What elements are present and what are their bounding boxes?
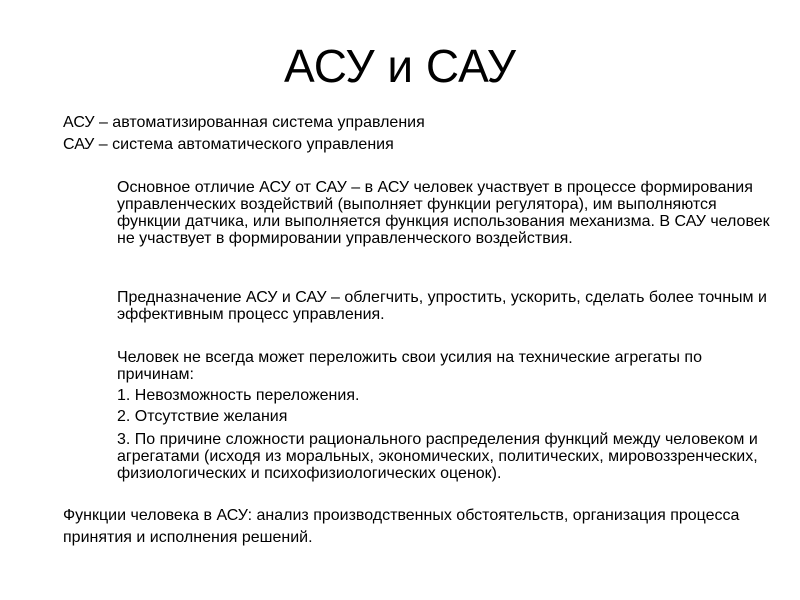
paragraph-purpose: Предназначение АСУ и САУ – облегчить, упростить, ускорить, сделать более точным и эффективным процесс управления.	[117, 289, 767, 323]
definition-sau: САУ – система автоматического управления	[63, 136, 394, 153]
definition-asu: АСУ – автоматизированная система управления	[63, 114, 425, 131]
paragraph-human-functions: Функции человека в АСУ: анализ производственных обстоятельств, организация процесса принятия и исполнения решений.	[63, 507, 740, 546]
paragraph-reasons-intro: Человек не всегда может переложить свои усилия на технические агрегаты по причинам:	[117, 349, 702, 383]
paragraph-main-difference: Основное отличие АСУ от САУ – в АСУ человек участвует в процессе формирования управленческих воздействий (выполняет функции регулятора), им выполняются функции датчика, или выполняется функция использования механизма. В САУ человек не участвует в формировании управленческого воздействия.	[117, 179, 770, 247]
reason-item: 3. По причине сложности рационального распределения функций между человеком и агрегатами (исходя из моральных, экономических, политических, мировоззренческих, физиологических и психофизиологических оценок).	[117, 431, 758, 482]
reason-item: 1. Невозможность переложения.	[117, 387, 360, 404]
slide-title: АСУ и САУ	[284, 40, 516, 92]
reason-item: 2. Отсутствие желания	[117, 408, 288, 425]
